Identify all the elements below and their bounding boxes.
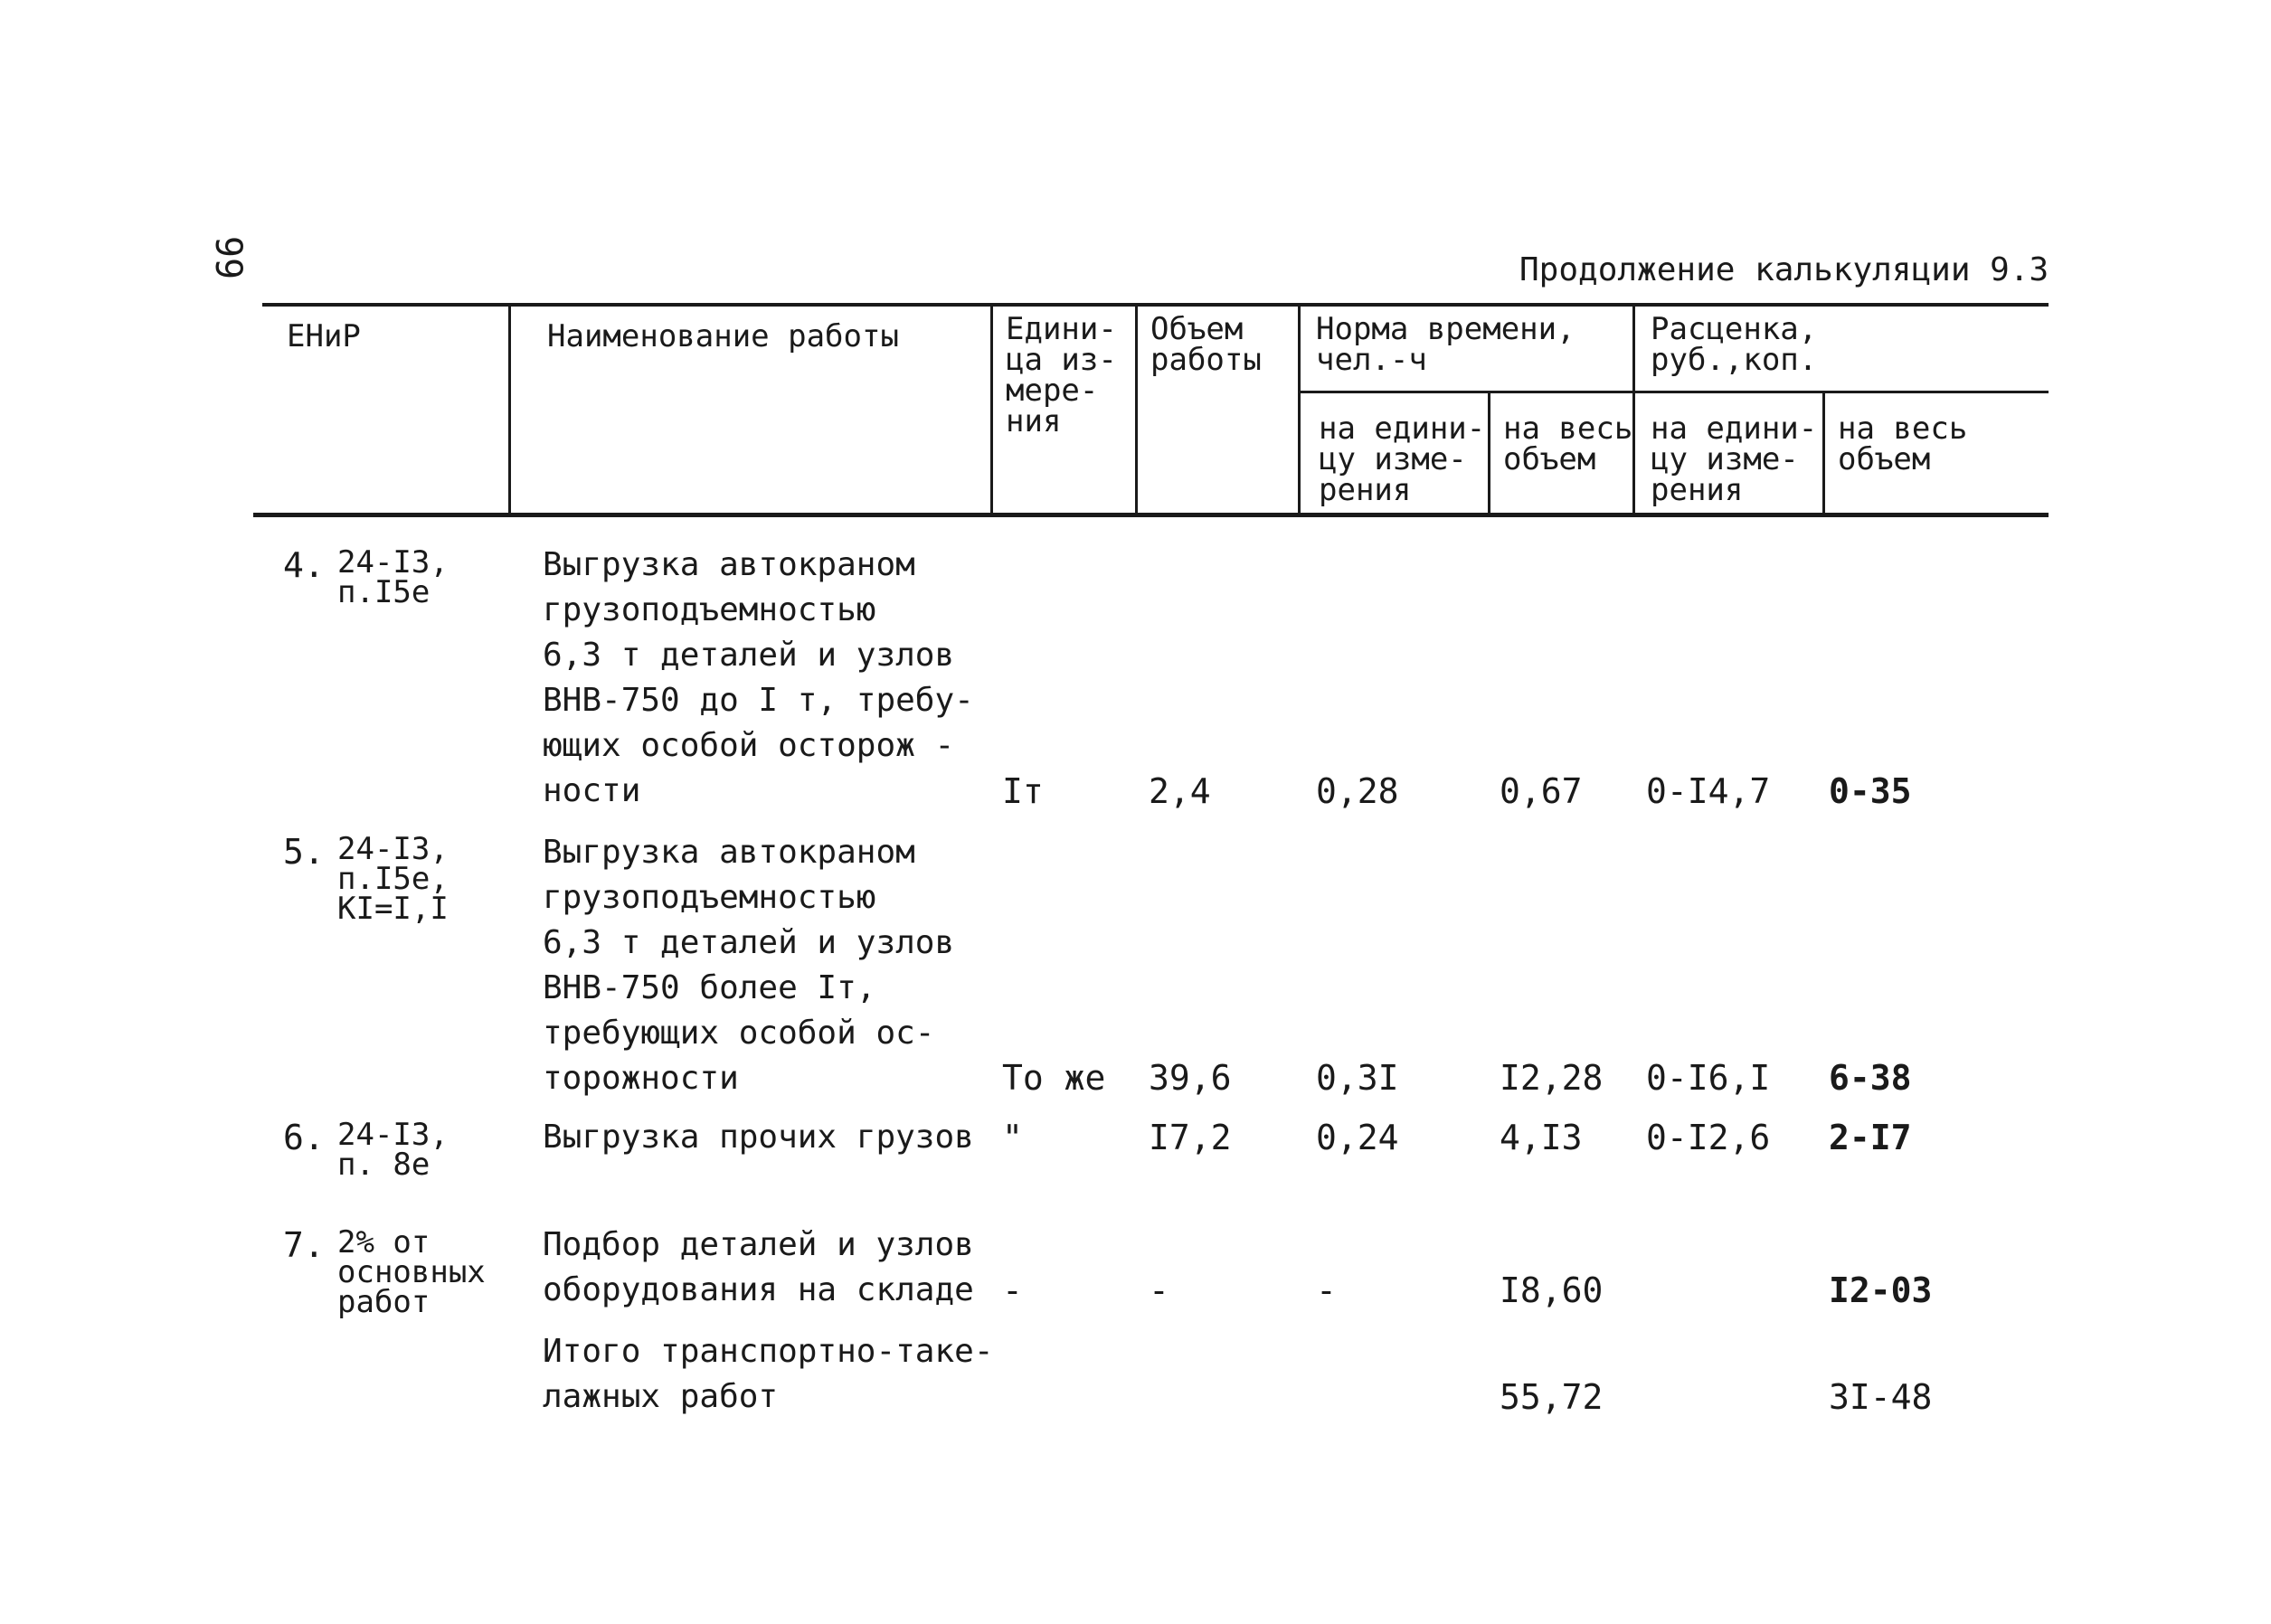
total-price: 3I-48 — [1829, 1377, 1933, 1417]
header-work-name: Наименование работы — [547, 318, 899, 354]
row-norm-per-unit: 0,3I — [1316, 1058, 1399, 1098]
row-unit: " — [1002, 1118, 1023, 1157]
row-enir: 24-I3, п.I5е, КI=I,I — [337, 831, 449, 927]
table-caption: Продолжение калькуляции 9.3 — [1519, 251, 2049, 288]
row-unit: То же — [1002, 1058, 1106, 1098]
row-volume: - — [1149, 1270, 1169, 1310]
row-enir: 24-I3, п. 8е — [337, 1117, 449, 1183]
row-price-total: 0-35 — [1829, 771, 1912, 811]
row-norm-total: 4,I3 — [1500, 1118, 1583, 1157]
row-price-per-unit: 0-I6,I — [1646, 1058, 1771, 1098]
col-divider — [1298, 303, 1301, 515]
row-volume: I7,2 — [1149, 1118, 1232, 1157]
header-top-rule — [262, 303, 2049, 307]
row-volume: 39,6 — [1149, 1058, 1232, 1098]
row-price-per-unit: 0-I4,7 — [1646, 771, 1771, 811]
header-norm-per-unit: на едини- цу изме- рения — [1319, 411, 1486, 508]
col-divider — [1488, 391, 1490, 515]
row-volume: 2,4 — [1149, 771, 1211, 811]
row-price-per-unit: 0-I2,6 — [1646, 1118, 1771, 1157]
row-number: 7. — [283, 1225, 325, 1265]
total-norm: 55,72 — [1500, 1377, 1604, 1417]
row-work-name: Выгрузка автокраном грузоподъемностью 6,3 т деталей и узлов ВНВ-750 до I т, требу- ющих особой осторож - ности — [543, 546, 974, 809]
row-work-name: Подбор деталей и узлов оборудования на складе — [543, 1226, 974, 1308]
col-divider — [1632, 303, 1635, 515]
row-norm-per-unit: 0,28 — [1316, 771, 1399, 811]
header-bottom-rule — [253, 513, 2049, 517]
row-enir: 2% от основных работ — [337, 1224, 486, 1320]
page-number: 99 — [207, 235, 250, 280]
header-volume: Объем работы — [1150, 311, 1262, 378]
col-divider — [1135, 303, 1138, 515]
header-norm-total: на весь объем — [1503, 411, 1633, 477]
row-work-name: Выгрузка прочих грузов — [543, 1119, 974, 1156]
header-price-total: на весь объем — [1838, 411, 1968, 477]
header-price: Расценка, руб.,коп. — [1651, 311, 1818, 378]
col-divider — [1822, 391, 1825, 515]
row-norm-total: I8,60 — [1500, 1270, 1604, 1310]
row-price-total: 6-38 — [1829, 1058, 1912, 1098]
row-enir: 24-I3, п.I5е — [337, 544, 449, 610]
row-work-name: Выгрузка автокраном грузоподъемностью 6,3 т деталей и узлов ВНВ-750 более Iт, требующих особой ос- торожности — [543, 834, 955, 1097]
row-unit: - — [1002, 1270, 1023, 1310]
row-number: 4. — [283, 545, 325, 585]
header-price-per-unit: на едини- цу изме- рения — [1651, 411, 1818, 508]
row-norm-total: 0,67 — [1500, 771, 1583, 811]
row-norm-per-unit: - — [1316, 1270, 1337, 1310]
row-number: 5. — [283, 832, 325, 872]
header-mid-rule — [1298, 391, 2049, 393]
col-divider — [990, 303, 993, 515]
row-number: 6. — [283, 1118, 325, 1157]
row-price-total: I2-03 — [1829, 1270, 1933, 1310]
header-unit: Едини- ца из- мере- ния — [1006, 311, 1117, 439]
header-time-norm: Норма времени, чел.-ч — [1316, 311, 1576, 378]
row-unit: Iт — [1002, 771, 1044, 811]
col-divider — [508, 303, 511, 515]
row-price-total: 2-I7 — [1829, 1118, 1912, 1157]
header-enir: ЕНиР — [287, 318, 361, 354]
total-label: Итого транспортно-таке- лажных работ — [543, 1333, 994, 1415]
calculation-table-header — [253, 303, 2049, 518]
row-norm-per-unit: 0,24 — [1316, 1118, 1399, 1157]
row-norm-total: I2,28 — [1500, 1058, 1604, 1098]
